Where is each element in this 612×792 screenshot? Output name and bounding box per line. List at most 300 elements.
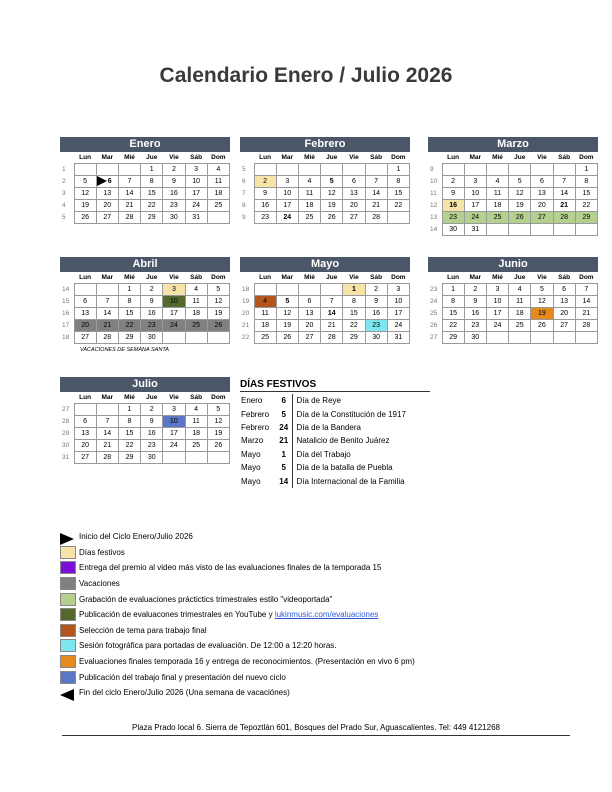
day-cell: 3 xyxy=(185,163,207,175)
day-cell: 30 xyxy=(163,211,185,223)
day-cell: 17 xyxy=(163,307,185,319)
day-cell: 29 xyxy=(118,331,140,343)
legend-label: Días festivos xyxy=(79,547,125,557)
start-triangle-icon xyxy=(60,530,76,543)
day-cell: 16 xyxy=(464,307,486,319)
day-cell: 6 xyxy=(343,175,365,187)
festivo-day: 5 xyxy=(276,407,292,420)
day-cell: 8 xyxy=(343,295,365,307)
festivo-row xyxy=(240,407,406,420)
month-grid xyxy=(240,152,410,224)
day-cell: 13 xyxy=(531,187,553,199)
day-cell xyxy=(96,175,118,187)
weekday-header: Dom xyxy=(579,273,594,281)
week-number: 13 xyxy=(430,213,438,221)
day-cell: 7 xyxy=(365,175,387,187)
day-cell xyxy=(163,331,185,343)
day-cell xyxy=(298,283,320,295)
day-cell: 8 xyxy=(575,175,597,187)
day-cell: 21 xyxy=(365,199,387,211)
day-cell: 11 xyxy=(509,295,531,307)
day-cell: 17 xyxy=(185,187,207,199)
day-cell: 21 xyxy=(96,319,118,331)
week-number: 5 xyxy=(242,165,246,173)
day-cell: 31 xyxy=(387,331,409,343)
day-cell: 21 xyxy=(575,307,597,319)
day-cell: 4 xyxy=(509,283,531,295)
day-cell: 19 xyxy=(207,307,229,319)
day-cell: 25 xyxy=(298,211,320,223)
weekday-header: Mié xyxy=(124,273,135,281)
day-cell: 10 xyxy=(163,295,185,307)
month-header: Enero xyxy=(60,137,230,152)
weekday-header: Sáb xyxy=(370,153,383,161)
week-number: 2 xyxy=(62,177,66,185)
week-number: 7 xyxy=(242,189,246,197)
week-number: 29 xyxy=(62,429,70,437)
day-cell: 29 xyxy=(141,211,163,223)
month-grid xyxy=(60,392,230,464)
day-cell: 18 xyxy=(207,187,229,199)
legend xyxy=(60,529,530,701)
legend-swatch xyxy=(60,577,76,590)
legend-swatch xyxy=(60,624,76,637)
legend-label: Publicación de evaluacones trimestrales en YouTube y xyxy=(79,610,275,620)
day-cell: 24 xyxy=(387,319,409,331)
week-number: 23 xyxy=(430,285,438,293)
day-cell: 27 xyxy=(531,211,553,223)
day-cell: 4 xyxy=(207,163,229,175)
legend-label: Entrega del premio al video más visto de las evaluaciones finales de la temporada 15 xyxy=(79,563,382,573)
festivo-month: Mayo xyxy=(241,463,261,473)
legend-item-sesion xyxy=(60,638,530,654)
day-cell: 7 xyxy=(553,175,575,187)
festivo-name: Día Internacional de la Familia xyxy=(296,476,405,486)
day-cell xyxy=(509,223,531,235)
legend-swatch xyxy=(60,593,76,606)
month-mayo xyxy=(240,257,410,344)
day-cell: 6 xyxy=(553,283,575,295)
day-cell: 28 xyxy=(365,211,387,223)
day-cell: 5 xyxy=(207,403,229,415)
day-cell: 26 xyxy=(207,319,229,331)
legend-text xyxy=(79,688,290,697)
month-marzo xyxy=(428,137,598,236)
day-cell: 13 xyxy=(553,295,575,307)
day-cell: 9 xyxy=(163,175,185,187)
day-cell xyxy=(74,163,96,175)
legend-text xyxy=(79,610,378,619)
month-febrero xyxy=(240,137,410,224)
day-cell: 18 xyxy=(509,307,531,319)
day-cell: 16 xyxy=(163,187,185,199)
day-cell: 11 xyxy=(207,175,229,187)
day-cell: 15 xyxy=(118,427,140,439)
day-cell: 4 xyxy=(486,175,508,187)
weekday-header: Mié xyxy=(492,273,503,281)
day-cell: 2 xyxy=(365,283,387,295)
day-cell: 4 xyxy=(298,175,320,187)
legend-text xyxy=(79,532,193,541)
day-cell: 12 xyxy=(531,295,553,307)
day-cell: 27 xyxy=(74,451,96,463)
day-cell: 14 xyxy=(321,307,343,319)
festivo-name: Día de la batalla de Puebla xyxy=(296,463,393,473)
legend-text xyxy=(79,563,381,572)
day-cell: 21 xyxy=(96,439,118,451)
day-cell: 20 xyxy=(96,199,118,211)
legend-text xyxy=(79,579,120,588)
day-cell: 11 xyxy=(254,307,276,319)
day-cell: 25 xyxy=(254,331,276,343)
evaluaciones-link[interactable]: lukinmusic.com/evaluaciones xyxy=(274,610,379,620)
day-cell: 22 xyxy=(575,199,597,211)
day-cell: 3 xyxy=(486,283,508,295)
day-cell: 3 xyxy=(163,283,185,295)
day-cell: 10 xyxy=(486,295,508,307)
weekday-header: Mar xyxy=(101,393,114,401)
week-number: 28 xyxy=(62,417,70,425)
day-cell: 12 xyxy=(509,187,531,199)
month-grid xyxy=(428,272,598,344)
day-cell: 28 xyxy=(118,211,140,223)
day-cell: 7 xyxy=(96,415,118,427)
day-cell xyxy=(553,163,575,175)
weekday-header: Sáb xyxy=(558,153,571,161)
day-cell: 11 xyxy=(185,295,207,307)
weekday-header: Lun xyxy=(447,273,460,281)
legend-text xyxy=(79,641,337,650)
week-number: 14 xyxy=(62,285,70,293)
legend-item-evaluaciones xyxy=(60,654,530,670)
day-cell: 15 xyxy=(343,307,365,319)
day-cell: 10 xyxy=(185,175,207,187)
day-cell: 1 xyxy=(343,283,365,295)
weekday-header: Jue xyxy=(146,273,158,281)
day-cell: 17 xyxy=(464,199,486,211)
week-number: 17 xyxy=(62,321,70,329)
day-cell xyxy=(442,163,464,175)
month-header: Julio xyxy=(60,377,230,392)
month-grid xyxy=(60,272,230,344)
weekday-header: Jue xyxy=(146,393,158,401)
day-cell: 24 xyxy=(163,319,185,331)
footer-address: Plaza Prado local 6. Sierra de Tepoztlán 601, Bosques del Prado Sur, Aguascalientes. Tel: 449 4121268 xyxy=(62,723,570,736)
week-number: 1 xyxy=(62,165,66,173)
festivos-rows xyxy=(240,394,406,488)
legend-item-festivo xyxy=(60,545,530,561)
festivo-month: Febrero xyxy=(241,422,270,432)
day-cell: 22 xyxy=(141,199,163,211)
legend-item-grabacion xyxy=(60,591,530,607)
legend-item-trabajo_final xyxy=(60,669,530,685)
day-cell: 23 xyxy=(365,319,387,331)
week-number: 18 xyxy=(242,285,250,293)
day-cell: 18 xyxy=(298,199,320,211)
day-cell: 24 xyxy=(276,211,298,223)
day-cell: 2 xyxy=(464,283,486,295)
festivo-name: Día de la Constitución de 1917 xyxy=(296,409,406,419)
weekday-header: Vie xyxy=(349,153,359,161)
week-number: 26 xyxy=(430,321,438,329)
weekday-header: Dom xyxy=(211,393,226,401)
legend-label: Sesión fotográfica para portadas de evaluación. De 12:00 a 12:20 horas. xyxy=(79,641,337,651)
week-number: 3 xyxy=(62,189,66,197)
day-cell xyxy=(207,331,229,343)
month-header: Abril xyxy=(60,257,230,272)
weekday-header: Mié xyxy=(304,153,315,161)
weekday-header: Jue xyxy=(326,273,338,281)
week-number: 8 xyxy=(242,201,246,209)
day-cell: 16 xyxy=(442,199,464,211)
day-cell: 5 xyxy=(531,283,553,295)
legend-swatch xyxy=(60,546,76,559)
day-cell: 9 xyxy=(254,187,276,199)
day-cell: 8 xyxy=(387,175,409,187)
weekday-header: Lun xyxy=(79,153,92,161)
legend-label: Inicio del Ciclo Enero/Julio 2026 xyxy=(79,532,193,542)
day-cell xyxy=(486,163,508,175)
day-cell: 1 xyxy=(118,283,140,295)
day-cell: 1 xyxy=(141,163,163,175)
festivo-day: 21 xyxy=(276,434,292,447)
weekday-header: Sáb xyxy=(190,393,203,401)
day-cell: 9 xyxy=(141,415,163,427)
weekday-header: Mar xyxy=(281,153,294,161)
week-number: 22 xyxy=(242,333,250,341)
day-cell xyxy=(365,163,387,175)
week-number: 31 xyxy=(62,453,70,461)
festivo-day: 6 xyxy=(276,394,292,407)
day-cell: 3 xyxy=(387,283,409,295)
weekday-header: Vie xyxy=(349,273,359,281)
day-cell: 16 xyxy=(141,427,163,439)
festivo-row xyxy=(240,421,406,434)
day-cell: 3 xyxy=(276,175,298,187)
weekday-header: Dom xyxy=(391,273,406,281)
day-cell: 19 xyxy=(276,319,298,331)
weekday-header: Lun xyxy=(259,273,272,281)
day-cell: 8 xyxy=(442,295,464,307)
festivo-row xyxy=(240,474,406,487)
day-cell: 2 xyxy=(141,283,163,295)
day-cell: 6 xyxy=(74,295,96,307)
week-number: 27 xyxy=(62,405,70,413)
day-cell xyxy=(118,163,140,175)
weekday-header: Mié xyxy=(304,273,315,281)
month-abril xyxy=(60,257,230,344)
day-cell: 18 xyxy=(486,199,508,211)
end-triangle-icon xyxy=(60,686,76,699)
day-cell: 17 xyxy=(486,307,508,319)
day-cell: 2 xyxy=(141,403,163,415)
weekday-header: Mié xyxy=(124,153,135,161)
week-number: 24 xyxy=(430,297,438,305)
month-junio xyxy=(428,257,598,344)
legend-swatch xyxy=(60,639,76,652)
day-cell: 27 xyxy=(96,211,118,223)
day-cell: 1 xyxy=(442,283,464,295)
weekday-header: Lun xyxy=(259,153,272,161)
day-cell xyxy=(96,403,118,415)
festivos-heading: DÍAS FESTIVOS xyxy=(240,379,430,392)
day-cell xyxy=(464,163,486,175)
weekday-header: Sáb xyxy=(558,273,571,281)
festivo-month: Enero xyxy=(241,396,263,406)
day-cell: 17 xyxy=(163,427,185,439)
day-cell xyxy=(298,163,320,175)
festivo-name: Día de Reye xyxy=(296,396,341,406)
weekday-header: Sáb xyxy=(190,153,203,161)
legend-label: Vacaciones xyxy=(79,579,120,589)
weekday-header: Mar xyxy=(101,153,114,161)
weekday-header: Sáb xyxy=(370,273,383,281)
festivo-month: Febrero xyxy=(241,409,270,419)
day-cell: 2 xyxy=(163,163,185,175)
weekday-header: Mar xyxy=(101,273,114,281)
day-cell: 7 xyxy=(96,295,118,307)
week-number: 25 xyxy=(430,309,438,317)
weekday-header: Jue xyxy=(514,273,526,281)
day-cell: 22 xyxy=(442,319,464,331)
day-cell: 15 xyxy=(442,307,464,319)
day-cell: 12 xyxy=(276,307,298,319)
week-number: 5 xyxy=(62,213,66,221)
day-cell: 9 xyxy=(442,187,464,199)
weekday-header: Lun xyxy=(447,153,460,161)
day-cell: 8 xyxy=(141,175,163,187)
day-cell xyxy=(486,223,508,235)
legend-text xyxy=(79,548,125,557)
day-cell: 19 xyxy=(531,307,553,319)
weekday-header: Dom xyxy=(211,273,226,281)
day-cell: 29 xyxy=(442,331,464,343)
day-cell xyxy=(553,223,575,235)
day-cell: 31 xyxy=(464,223,486,235)
day-cell: 26 xyxy=(276,331,298,343)
day-cell: 15 xyxy=(575,187,597,199)
page-title: Calendario Enero / Julio 2026 xyxy=(159,64,453,87)
day-cell: 23 xyxy=(163,199,185,211)
day-cell: 29 xyxy=(343,331,365,343)
legend-label: Fin del ciclo Enero/Julio 2026 (Una semana de vacaciónes) xyxy=(79,688,290,698)
day-cell: 18 xyxy=(185,427,207,439)
day-cell: 20 xyxy=(74,439,96,451)
day-cell xyxy=(531,223,553,235)
day-cell: 2 xyxy=(442,175,464,187)
week-number: 30 xyxy=(62,441,70,449)
day-cell: 30 xyxy=(442,223,464,235)
day-cell xyxy=(553,331,575,343)
day-cell: 13 xyxy=(298,307,320,319)
start-triangle-icon xyxy=(97,176,107,186)
legend-item-end xyxy=(60,685,530,701)
day-cell: 6 xyxy=(74,415,96,427)
day-cell: 12 xyxy=(207,415,229,427)
abril-note: VACACIONES DE SEMANA SANTA xyxy=(80,347,169,353)
festivo-row xyxy=(240,434,406,447)
day-cell: 23 xyxy=(254,211,276,223)
day-cell: 26 xyxy=(207,439,229,451)
day-cell: 14 xyxy=(575,295,597,307)
day-cell xyxy=(509,163,531,175)
day-cell: 19 xyxy=(321,199,343,211)
week-number: 21 xyxy=(242,321,250,329)
day-cell: 7 xyxy=(118,175,140,187)
weekday-header: Lun xyxy=(79,393,92,401)
day-cell: 14 xyxy=(553,187,575,199)
week-number: 6 xyxy=(242,177,246,185)
day-cell: 22 xyxy=(343,319,365,331)
legend-label: Selección de tema para trabajo final xyxy=(79,625,207,635)
day-cell: 5 xyxy=(207,283,229,295)
week-number: 16 xyxy=(62,309,70,317)
weekday-header: Mar xyxy=(469,153,482,161)
festivo-day: 24 xyxy=(276,421,292,434)
day-cell xyxy=(163,451,185,463)
festivo-name: Natalicio de Benito Juárez xyxy=(296,436,390,446)
day-cell xyxy=(531,163,553,175)
day-cell: 21 xyxy=(321,319,343,331)
legend-text xyxy=(79,595,332,604)
week-number: 11 xyxy=(430,189,437,197)
weekday-header: Lun xyxy=(79,273,92,281)
day-cell: 9 xyxy=(365,295,387,307)
day-cell: 22 xyxy=(118,319,140,331)
day-cell: 26 xyxy=(321,211,343,223)
legend-label: Publicación del trabajo final y presentación del nuevo ciclo xyxy=(79,672,286,682)
day-cell xyxy=(96,283,118,295)
day-cell xyxy=(185,451,207,463)
day-cell: 28 xyxy=(96,451,118,463)
day-cell: 18 xyxy=(185,307,207,319)
festivo-row xyxy=(240,461,406,474)
day-cell xyxy=(254,163,276,175)
day-cell: 9 xyxy=(141,295,163,307)
day-cell: 31 xyxy=(185,211,207,223)
day-cell: 26 xyxy=(531,319,553,331)
legend-item-vacaciones xyxy=(60,576,530,592)
day-cell xyxy=(207,451,229,463)
day-cell: 4 xyxy=(254,295,276,307)
week-number: 9 xyxy=(430,165,434,173)
month-grid xyxy=(428,152,598,236)
month-enero xyxy=(60,137,230,224)
legend-item-start xyxy=(60,529,530,545)
weekday-header: Dom xyxy=(211,153,226,161)
day-cell: 21 xyxy=(118,199,140,211)
day-cell: 11 xyxy=(185,415,207,427)
legend-label: Evaluaciones finales temporada 16 y entrega de reconocimientos. (Presentación en vivo 6 pm) xyxy=(79,657,415,667)
day-cell xyxy=(486,331,508,343)
day-cell: 22 xyxy=(118,439,140,451)
day-cell xyxy=(207,211,229,223)
week-number: 18 xyxy=(62,333,70,341)
week-number: 15 xyxy=(62,297,70,305)
day-cell xyxy=(531,331,553,343)
weekday-header: Mié xyxy=(492,153,503,161)
day-cell xyxy=(276,163,298,175)
day-cell xyxy=(343,163,365,175)
legend-label: Grabación de evaluaciones práctictics trimestrales estilo "videoportada" xyxy=(79,594,333,604)
day-cell: 5 xyxy=(321,175,343,187)
day-cell: 25 xyxy=(207,199,229,211)
legend-swatch xyxy=(60,671,76,684)
day-cell: 25 xyxy=(185,439,207,451)
day-cell: 10 xyxy=(276,187,298,199)
weekday-header: Jue xyxy=(326,153,338,161)
day-cell xyxy=(74,403,96,415)
